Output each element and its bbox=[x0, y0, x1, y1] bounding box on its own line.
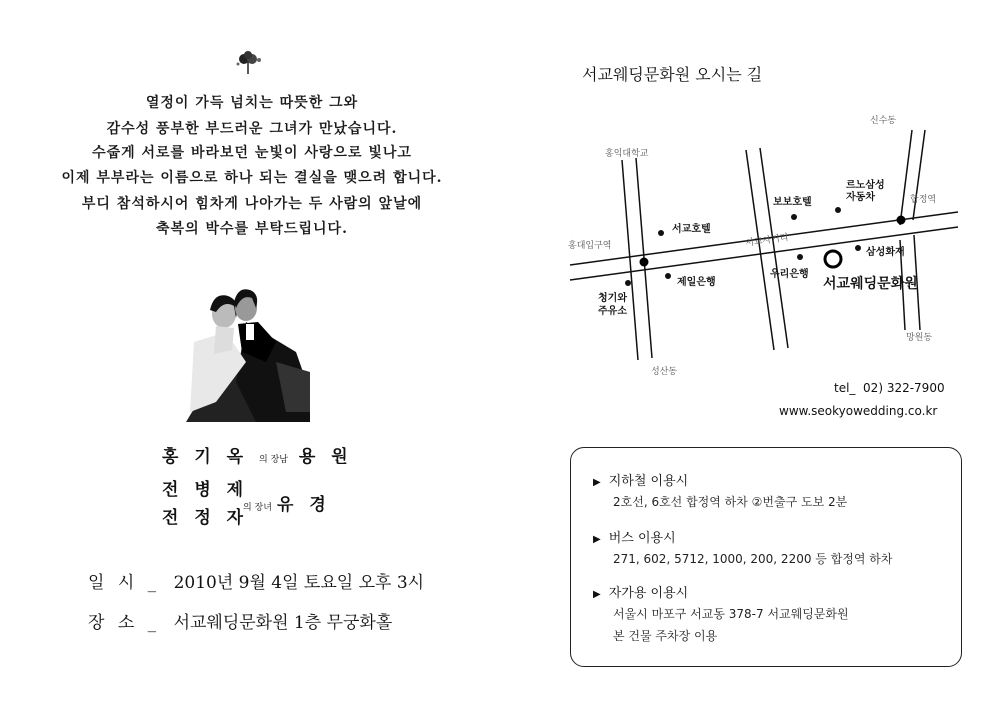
map-label: 서교사거리 bbox=[744, 233, 790, 249]
triangle-bullet-icon: ▶ bbox=[593, 477, 601, 488]
bride-name: 유 경 bbox=[277, 495, 331, 515]
groom-parent-name: 홍 기 옥 bbox=[162, 447, 249, 467]
car-directions-address: 서울시 마포구 서교동 378-7 서교웨딩문화원 bbox=[613, 607, 849, 621]
map-label: 홍대입구역 bbox=[568, 241, 612, 251]
poem-line: 수줍게 서로를 바라보던 눈빛이 사랑으로 빛나고 bbox=[92, 145, 412, 161]
poem-line: 이제 부부라는 이름으로 하나 되는 결실을 맺으려 합니다. bbox=[61, 170, 443, 186]
date-label: 일 시 _ bbox=[88, 573, 161, 593]
venue-phone: tel_ 02) 322-7900 bbox=[834, 381, 945, 395]
map-venue-label: 서교웨딩문화원 bbox=[823, 276, 918, 292]
flower-ornament-icon bbox=[232, 50, 266, 76]
venue-website: www.seokyowedding.co.kr bbox=[779, 404, 938, 418]
bride-father-name: 전 병 제 bbox=[162, 480, 249, 500]
couple-photo bbox=[186, 262, 310, 422]
subway-directions: 2호선, 6호선 합정역 하차 ②번출구 도보 2분 bbox=[613, 495, 848, 509]
place-row bbox=[88, 608, 392, 633]
subway-section-title: ▶ 지하철 이용시 bbox=[593, 474, 689, 489]
poem-line: 감수성 풍부한 부드러운 그녀가 만났습니다. bbox=[106, 121, 398, 137]
triangle-bullet-icon: ▶ bbox=[593, 534, 601, 545]
map-label: 망원동 bbox=[906, 333, 933, 343]
groom-name: 용 원 bbox=[298, 447, 353, 467]
map-label: 삼성화재 bbox=[866, 247, 905, 258]
map-label: 신수동 bbox=[870, 116, 897, 126]
venue-marker-icon bbox=[825, 251, 841, 267]
map-label: 청기와 주유소 bbox=[598, 293, 627, 317]
car-directions-parking: 본 건물 주차장 이용 bbox=[613, 629, 718, 643]
place-value: 서교웨딩문화원 1층 무궁화홀 bbox=[173, 613, 393, 633]
poem-line: 축복의 박수를 부탁드립니다. bbox=[156, 221, 348, 237]
bus-section-title: ▶ 버스 이용시 bbox=[593, 531, 676, 546]
map-label: 성산동 bbox=[651, 367, 678, 377]
groom-family bbox=[162, 442, 353, 467]
bus-directions: 271, 602, 5712, 1000, 200, 2200 등 합정역 하차 bbox=[613, 552, 893, 566]
bride-mother-name: 전 정 자 bbox=[162, 508, 249, 528]
poem-line: 부디 참석하시어 힘차게 나아가는 두 사람의 앞날에 bbox=[81, 196, 423, 212]
map-label: 홍익대학교 bbox=[605, 149, 649, 159]
map-label: 우리은행 bbox=[770, 269, 809, 280]
groom-relation: 의 장남 bbox=[259, 455, 288, 465]
place-label: 장 소 _ bbox=[88, 613, 161, 633]
directions-title: 서교웨딩문화원 오시는 길 bbox=[582, 65, 763, 84]
map-label: 제일은행 bbox=[677, 277, 716, 288]
map-label: 르노삼성 자동차 bbox=[846, 180, 885, 203]
car-section-title: ▶ 자가용 이용시 bbox=[593, 586, 689, 601]
map-label: 합정역 bbox=[910, 195, 937, 205]
map-label: 보보호텔 bbox=[773, 197, 812, 208]
date-value: 2010년 9월 4일 토요일 오후 3시 bbox=[173, 573, 425, 593]
date-row bbox=[88, 568, 424, 593]
bride-relation: 의 장녀 bbox=[243, 503, 272, 513]
poem-line: 열정이 가득 넘치는 따뜻한 그와 bbox=[145, 95, 359, 111]
triangle-bullet-icon: ▶ bbox=[593, 589, 601, 600]
map-label: 서교호텔 bbox=[672, 224, 711, 235]
